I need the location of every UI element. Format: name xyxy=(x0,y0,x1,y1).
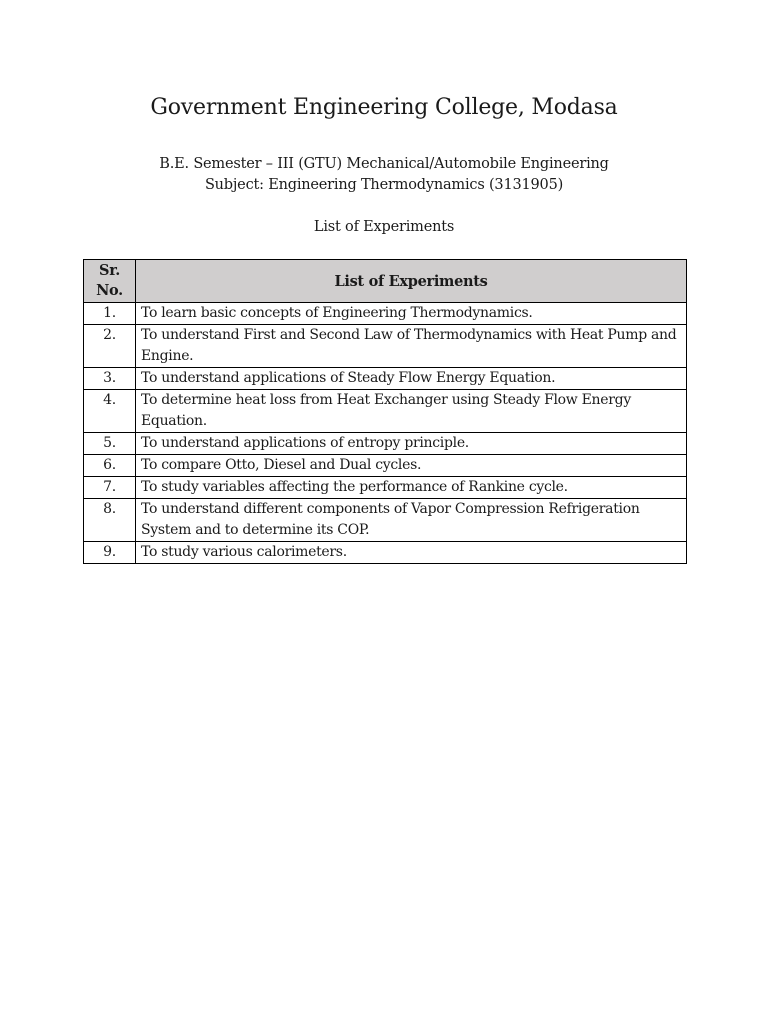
experiment-cell: To determine heat loss from Heat Exchanger using Steady Flow Energy Equation. xyxy=(136,390,687,433)
experiment-cell: To understand different components of Vapor Compression Refrigeration System and to determine its COP. xyxy=(136,499,687,542)
sr-number-cell: 3. xyxy=(84,368,136,390)
sr-number-cell: 6. xyxy=(84,455,136,477)
table-row xyxy=(84,542,687,564)
experiment-cell: To understand First and Second Law of Thermodynamics with Heat Pump and Engine. xyxy=(136,325,687,368)
sr-number-cell: 4. xyxy=(84,390,136,433)
table-row xyxy=(84,390,687,433)
experiment-cell: To learn basic concepts of Engineering Thermodynamics. xyxy=(136,303,687,325)
college-title: Government Engineering College, Modasa xyxy=(150,95,618,120)
table-row xyxy=(84,325,687,368)
sr-no-header xyxy=(84,260,136,303)
table-header-row xyxy=(84,260,687,303)
experiments-body xyxy=(84,303,687,564)
experiment-cell: To understand applications of entropy principle. xyxy=(136,433,687,455)
sr-number-cell: 2. xyxy=(84,325,136,368)
table-row xyxy=(84,303,687,325)
sr-header-line1: Sr. xyxy=(99,262,120,279)
table-row xyxy=(84,368,687,390)
experiment-header: List of Experiments xyxy=(136,260,687,303)
experiment-cell: To study variables affecting the performance of Rankine cycle. xyxy=(136,477,687,499)
table-row xyxy=(84,433,687,455)
sr-number-cell: 7. xyxy=(84,477,136,499)
sr-number-cell: 9. xyxy=(84,542,136,564)
sr-number-cell: 5. xyxy=(84,433,136,455)
sr-number-cell: 1. xyxy=(84,303,136,325)
semester-line: B.E. Semester – III (GTU) Mechanical/Automobile Engineering xyxy=(159,156,609,172)
experiment-cell: To study various calorimeters. xyxy=(136,542,687,564)
sr-header-line2: No. xyxy=(96,282,123,299)
table-row xyxy=(84,477,687,499)
experiment-cell: To compare Otto, Diesel and Dual cycles. xyxy=(136,455,687,477)
list-heading: List of Experiments xyxy=(313,219,455,235)
subject-line: Subject: Engineering Thermodynamics (3131905) xyxy=(204,177,564,193)
experiments-table xyxy=(83,259,687,564)
table-row xyxy=(84,455,687,477)
sr-number-cell: 8. xyxy=(84,499,136,542)
table-row xyxy=(84,499,687,542)
experiment-cell: To understand applications of Steady Flow Energy Equation. xyxy=(136,368,687,390)
